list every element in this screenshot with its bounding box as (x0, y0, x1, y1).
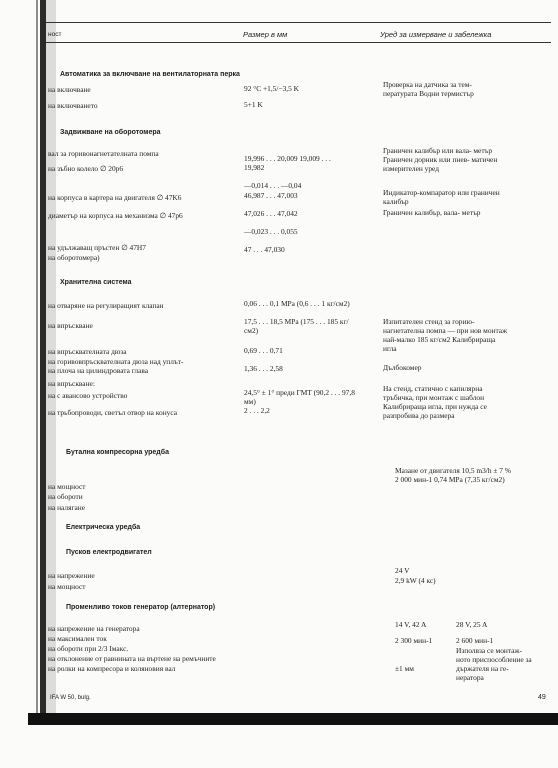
section-title: Бутална компресорна уредба (66, 449, 169, 456)
row-value: 2 . . . 2,2 (244, 406, 270, 415)
row-label: на обороти (48, 492, 83, 501)
row-note: Индикатор-компаратор или граничен калибър (383, 188, 500, 206)
section-title: Задвижване на оборотомера (60, 129, 161, 136)
row-note: Граничен калибър, вала- метър (383, 208, 481, 217)
row-label: на зъбно колело ∅ 20p6 (48, 164, 124, 173)
row-note: 2 300 мин-1 (395, 636, 433, 645)
row-value: —0,014 . . . —0,04 (244, 181, 302, 190)
row-note: 2,9 kW (4 кс) (395, 576, 436, 585)
page-number: 49 (538, 694, 546, 701)
row-label: на впръскване (48, 321, 93, 330)
binding-edge (36, 0, 38, 720)
row-label: на включване (48, 85, 91, 94)
row-label: на корпуса в картера на двигателя ∅ 47K6 (48, 193, 182, 202)
row-note-2: 28 V, 25 A (456, 620, 488, 629)
row-value: 1,36 . . . 2,58 (244, 364, 283, 373)
row-note: 24 V (395, 566, 410, 575)
header-top-rule (46, 22, 551, 23)
row-note: На стенд, статично с капилярна тръбичка, при монтаж с шаблон Калибрираща игла, при нужда се разпробива до размера (383, 384, 487, 420)
row-value: 47,026 . . . 47,042 (244, 209, 298, 218)
row-label: на мощност (48, 582, 86, 591)
row-label: на трьбопроводи, светъл отвор на конуса (48, 408, 177, 417)
row-label: на включването (48, 101, 98, 110)
row-note: Дълбокомер (383, 363, 422, 372)
row-value: 0,06 . . . 0,1 MPa (0,6 . . . 1 кг/см2) (244, 299, 350, 308)
row-label: на обороти при 2/3 Iмакс. (48, 644, 129, 653)
row-note: 14 V, 42 A (395, 620, 427, 629)
row-value: 92 °C +1,5/−3,5 K (244, 84, 300, 93)
row-note-2: 2 600 мин-1 (456, 636, 494, 645)
row-label: диаметър на корпуса на механизма ∅ 47p6 (48, 211, 183, 220)
row-value: 24,5° ± 1° преди ГМТ (90,2 . . . 97,8 мм) (244, 388, 355, 406)
row-label: на максимален ток (48, 634, 107, 643)
row-label: вал за горивонагнетателната помпа (48, 149, 159, 158)
row-label: на мощност (48, 482, 86, 491)
header-bottom-rule (46, 42, 551, 43)
row-label: на удължаващ пръстен ∅ 47H7 (48, 243, 146, 252)
section-title: Автоматика за включване на вентилаторната перка (60, 71, 240, 78)
row-value: 0,69 . . . 0,71 (244, 346, 283, 355)
row-value: —0,023 . . . 0,055 (244, 227, 298, 236)
row-label: на ролки на компресора и коляновия вал (48, 664, 176, 673)
row-note: Проверка на датчика за тем- пературата Водни термистър (383, 80, 474, 98)
row-label: на оборотомера) (48, 253, 100, 262)
header-col2: Размер в мм (243, 30, 288, 39)
section-title: Променливо токов генератор (алтернатор) (66, 604, 216, 611)
row-value: 17,5 . . . 18,5 MPa (175 . . . 185 кг/см2) (244, 317, 349, 335)
section-title: Пусков електродвигател (66, 549, 152, 556)
row-value: 5+1 K (244, 100, 263, 109)
section-title: Хранителна система (60, 279, 132, 286)
section-title: Електрическа уредба (66, 524, 141, 531)
row-note: Граничен калибър или вала- метър Граничен дорник или пнев- матичен измерителен уред (383, 146, 498, 173)
row-value: 19,996 . . . 20,009 19,009 . . . 19,982 (244, 154, 331, 172)
row-label: на горивовпръсквателната дюза над уплът- (48, 357, 184, 366)
row-value: 47 . . . 47,030 (244, 245, 285, 254)
row-label: на напрежение на генератора (48, 624, 140, 633)
row-label: на впръскване: (48, 379, 95, 388)
scan-bottom-shadow (28, 713, 558, 725)
row-label: на отклонение от равнината на въртене на ремъчните (48, 654, 216, 663)
row-value: 46,987 . . . 47,003 (244, 191, 298, 200)
header-col1: ност (48, 31, 62, 38)
row-label: на плоча на цилиндровата глава (48, 366, 149, 375)
page-margin (0, 725, 558, 768)
footer-label: IFA W 50, bulg. (50, 695, 91, 701)
row-note-2: Изполвза се монтаж- ното приспособление за държателя на ге- нератора (456, 646, 532, 682)
row-note: ±1 мм (395, 664, 414, 673)
row-label: на налягане (48, 503, 86, 512)
row-note: Мазане от двигателя 10,5 m3/h ± 7 % 2 000 мин-1 0,74 MPa (7,35 кг/см2) (395, 466, 512, 484)
header-col3: Уред за измерване и забележка (380, 30, 492, 39)
row-label: на впръсквателната дюза (48, 347, 127, 356)
row-label: на с авансово устройство (48, 391, 128, 400)
row-label: на отваряне на регулиращият клапан (48, 301, 164, 310)
row-label: на напрежение (48, 571, 95, 580)
row-note: Изпитателен стенд за горию- нагнетателна помпа — при нов монтаж най-малко 185 кг/см2 Калибрираща игла (383, 317, 508, 353)
